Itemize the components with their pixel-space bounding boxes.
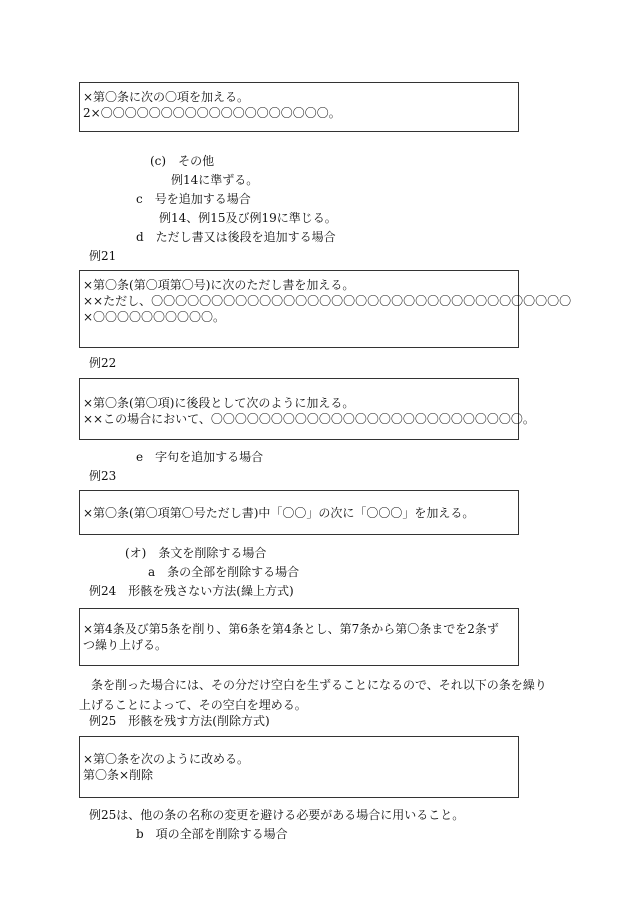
example-box-6 [79,736,519,798]
box-line: ×第4条及び第5条を削り、第6条を第4条とし、第7条から第〇条までを2条ず [83,622,499,636]
paragraph-renumbering-note [79,675,555,715]
note-rei14-15-19: 例14、例15及び例19に準じる。 [159,211,337,225]
note-rei14: 例14に準ずる。 [171,173,259,187]
item-a: a 条の全部を削除する場合 [148,565,300,579]
paragraph-text: 条を削った場合には、その分だけ空白を生ずることになるので、それ以下の条を繰り上げることによって、その空白を埋める。 [79,678,547,712]
rei21-label: 例21 [89,249,117,263]
item-c-paren: (c) その他 [150,154,215,168]
box-line: ×第〇条(第〇項第〇号)に次のただし書を加える。 [83,278,355,292]
item-c-go: c 号を追加する場合 [136,192,251,206]
example-box-2 [79,270,572,348]
example-box-5 [79,608,519,666]
box-line: ××この場合において、〇〇〇〇〇〇〇〇〇〇〇〇〇〇〇〇〇〇〇〇〇〇〇〇〇〇。 [83,412,535,426]
example-box-1 [79,82,519,132]
note-rei25: 例25は、他の条の名称の変更を避ける必要がある場合に用いること。 [89,808,465,822]
box-line: つ繰り上げる。 [83,638,168,652]
box-line: ×第〇条(第〇項第〇号ただし書)中「〇〇」の次に「〇〇〇」を加える。 [83,506,475,520]
rei24-label: 例24 形骸を残さない方法(繰上方式) [89,584,294,598]
item-e: e 字句を追加する場合 [136,450,264,464]
item-d: d ただし書又は後段を追加する場合 [136,230,336,244]
item-b: b 項の全部を削除する場合 [136,827,288,841]
box-line: 第〇条×削除 [83,768,154,782]
box-line: ×第〇条に次の〇項を加える。 [83,90,250,104]
box-line: ××ただし、〇〇〇〇〇〇〇〇〇〇〇〇〇〇〇〇〇〇〇〇〇〇〇〇〇〇〇〇〇〇〇〇〇〇〇 [83,294,572,308]
rei22-label: 例22 [89,356,117,370]
example-box-3 [79,378,535,440]
rei23-label: 例23 [89,469,117,483]
example-box-4 [79,490,519,535]
box-line: ×第〇条を次のように改める。 [83,752,250,766]
box-line: ×〇〇〇〇〇〇〇〇〇〇。 [83,310,226,324]
rei25-label: 例25 形骸を残す方法(削除方式) [89,714,270,728]
item-o: (オ) 条文を削除する場合 [125,546,267,560]
box-line: 2×〇〇〇〇〇〇〇〇〇〇〇〇〇〇〇〇〇〇〇。 [83,106,341,120]
box-line: ×第〇条(第〇項)に後段として次のように加える。 [83,396,355,410]
